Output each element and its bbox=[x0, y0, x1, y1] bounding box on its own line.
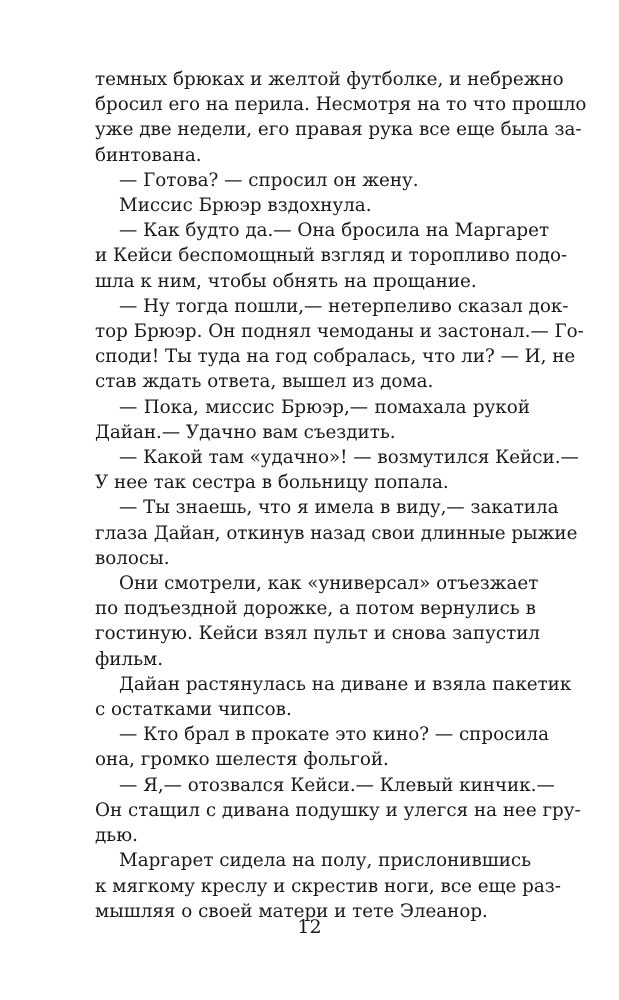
text-line: уже две недели, его правая рука все еще была за- bbox=[95, 119, 582, 141]
paragraph bbox=[95, 495, 578, 571]
text-line: У нее так сестра в больницу попала. bbox=[95, 472, 449, 494]
text-line: став ждать ответа, вышел из дома. bbox=[95, 371, 434, 393]
text-line: — Пока, миссис Брюэр,— помахала рукой bbox=[119, 396, 530, 418]
paragraph bbox=[95, 67, 587, 168]
text-line: — Готова? — спросил он жену. bbox=[119, 169, 419, 191]
text-line: Миссис Брюэр вздохнула. bbox=[119, 195, 372, 217]
text-line: к мягкому креслу и скрестив ноги, все еще раз- bbox=[95, 875, 561, 897]
text-line: споди! Ты туда на год собралась, что ли? — И, не bbox=[95, 346, 576, 368]
text-line: дью. bbox=[95, 825, 138, 847]
paragraph bbox=[95, 193, 530, 218]
text-line: — Ну тогда пошли,— нетерпеливо сказал док- bbox=[119, 295, 569, 317]
text-line: мышляя о своей матери и тете Элеанор. bbox=[95, 900, 488, 922]
paragraph bbox=[95, 294, 584, 395]
text-line: — Какой там «удачно»! — возмутился Кейси.— bbox=[119, 447, 579, 469]
text-line: глаза Дайан, откинув назад свои длинные рыжие bbox=[95, 522, 578, 544]
paragraph bbox=[95, 218, 568, 294]
text-line: гостиную. Кейси взял пульт и снова запустил bbox=[95, 623, 541, 645]
text-line: по подъездной дорожке, а потом вернулись в bbox=[95, 598, 536, 620]
text-line: Дайан растянулась на диване и взяла пакетик bbox=[119, 673, 572, 695]
paragraph bbox=[95, 773, 581, 849]
text-line: — Как будто да.— Она бросила на Маргарет bbox=[119, 220, 550, 242]
paragraph bbox=[95, 722, 550, 772]
text-line: бросил его на перила. Несмотря на то что прошло bbox=[95, 94, 587, 116]
text-line: Дайан.— Удачно вам съездить. bbox=[95, 421, 396, 443]
text-line: тор Брюэр. Он поднял чемоданы и застонал.— Го- bbox=[95, 321, 584, 343]
text-line: бинтована. bbox=[95, 144, 202, 166]
text-line: она, громко шелестя фольгой. bbox=[95, 749, 389, 771]
paragraph bbox=[95, 571, 541, 672]
text-line: — Ты знаешь, что я имела в виду,— закатила bbox=[119, 497, 559, 519]
text-line: — Я,— отозвался Кейси.— Клевый кинчик.— bbox=[119, 774, 555, 796]
paragraph bbox=[95, 672, 572, 722]
text-line: темных брюках и желтой футболке, и небрежно bbox=[95, 69, 564, 90]
paragraph bbox=[95, 445, 579, 495]
text-line: и Кейси беспомощный взгляд и торопливо подо- bbox=[95, 245, 568, 267]
text-line: Он стащил с дивана подушку и улегся на нее гру- bbox=[95, 799, 581, 821]
text-line: Маргарет сидела на полу, прислонившись bbox=[119, 850, 532, 872]
body-text bbox=[95, 67, 587, 924]
paragraph bbox=[95, 168, 530, 193]
text-line: с остатками чипсов. bbox=[95, 699, 292, 721]
text-line: фильм. bbox=[95, 648, 164, 670]
text-line: волосы. bbox=[95, 547, 170, 569]
paragraph bbox=[95, 395, 530, 445]
paragraph bbox=[95, 848, 561, 924]
text-line: Они смотрели, как «универсал» отъезжает bbox=[119, 573, 539, 595]
page-number: 12 bbox=[297, 916, 322, 938]
text-line: — Кто брал в прокате это кино? — спросила bbox=[119, 724, 550, 746]
text-line: шла к ним, чтобы обнять на прощание. bbox=[95, 270, 477, 292]
